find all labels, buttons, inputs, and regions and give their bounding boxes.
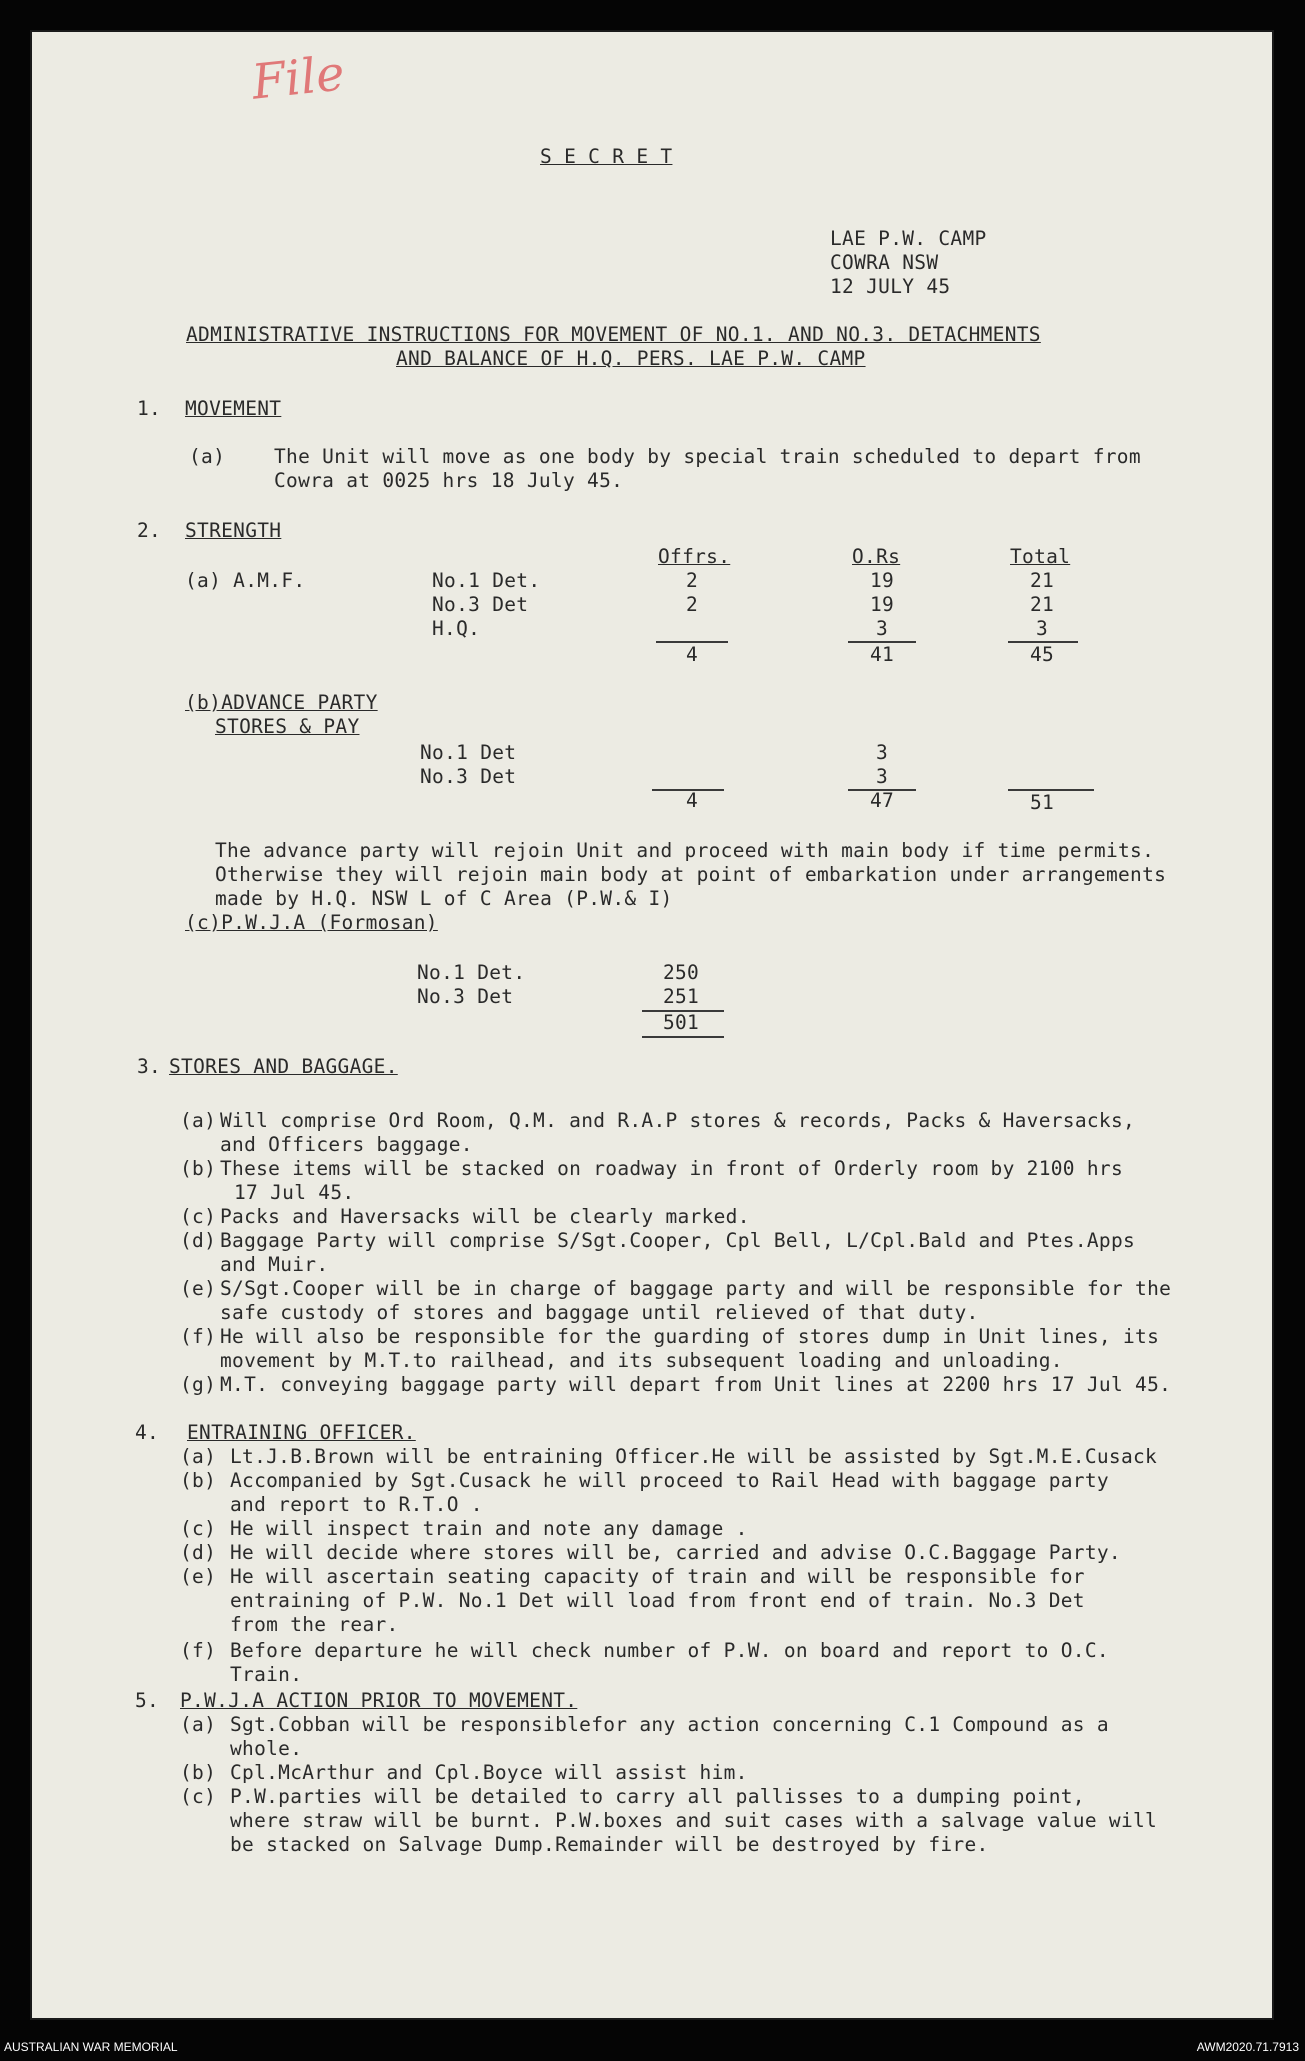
s3-item-text: He will also be responsible for the guarding of stores dump in Unit lines, its — [220, 1325, 1160, 1348]
advance-party-label: (b)ADVANCE PARTY — [185, 691, 378, 714]
amf-total-total: 45 — [1029, 643, 1055, 666]
s4-item-text: from the rear. — [230, 1613, 399, 1636]
footer-accession-number: AWM2020.71.7913 — [1196, 2040, 1299, 2054]
s3-item-label: (g) — [180, 1373, 217, 1396]
s3-item-label: (a) — [180, 1109, 217, 1132]
section-1-number: 1. — [137, 397, 162, 420]
amf-row-label: No.3 Det — [432, 593, 529, 616]
advance-row-label: No.1 Det — [420, 741, 517, 764]
s3-item-label: (c) — [180, 1205, 217, 1228]
s4-item-text: Before departure he will check number of P.W. on board and report to O.C. — [230, 1639, 1109, 1662]
section-4-heading: ENTRAINING OFFICER. — [187, 1421, 416, 1444]
s5-item-label: (a) — [180, 1713, 217, 1736]
pwja-row-value: 250 — [662, 961, 700, 984]
s3-item-text: and Muir. — [220, 1253, 329, 1276]
s5-item-text: Sgt.Cobban will be responsiblefor any action concerning C.1 Compound as a — [230, 1713, 1109, 1736]
letterhead-unit: LAE P.W. CAMP — [830, 227, 987, 250]
s3-item-text: safe custody of stores and baggage until relieved of that duty. — [220, 1301, 979, 1324]
total-rule — [642, 1036, 724, 1038]
advance-party-note-line1: The advance party will rejoin Unit and proceed with main body if time permits. — [215, 839, 1155, 862]
section-2-number: 2. — [137, 519, 162, 542]
amf-row-label: H.Q. — [432, 617, 481, 640]
handwritten-file-note: File — [249, 45, 348, 111]
amf-row-ors: 19 — [869, 593, 895, 616]
advance-party-note-line2: Otherwise they will rejoin main body at point of embarkation under arrangements — [215, 863, 1167, 886]
advance-total-total: 51 — [1029, 791, 1055, 814]
footer-institution: AUSTRALIAN WAR MEMORIAL — [4, 2040, 178, 2054]
s3-item-text: Baggage Party will comprise S/Sgt.Cooper, Cpl Bell, L/Cpl.Bald and Ptes.Apps — [220, 1229, 1136, 1252]
amf-row-total: 21 — [1029, 593, 1055, 616]
amf-total-offrs: 4 — [685, 643, 699, 666]
s3-item-label: (b) — [180, 1157, 217, 1180]
amf-row-label: No.1 Det. — [432, 569, 541, 592]
letterhead-location: COWRA NSW — [830, 251, 939, 274]
document-title-line1: ADMINISTRATIVE INSTRUCTIONS FOR MOVEMENT OF NO.1. AND NO.3. DETACHMENTS — [186, 323, 1041, 346]
section-1-a-line1: The Unit will move as one body by special train scheduled to depart from — [274, 445, 1141, 468]
s4-item-text: Lt.J.B.Brown will be entraining Officer.He will be assisted by Sgt.M.E.Cusack — [230, 1445, 1158, 1468]
s4-item-label: (e) — [180, 1565, 217, 1588]
s5-item-text: whole. — [230, 1737, 303, 1760]
s3-item-text: Packs and Haversacks will be clearly marked. — [220, 1205, 750, 1228]
advance-row-ors: 3 — [875, 741, 889, 764]
s5-item-text: Cpl.McArthur and Cpl.Boyce will assist him. — [230, 1761, 748, 1784]
column-header-total: Total — [1010, 545, 1071, 568]
s4-item-label: (c) — [180, 1517, 217, 1540]
s4-item-text: He will ascertain seating capacity of train and will be responsible for — [230, 1565, 1085, 1588]
amf-row-total: 3 — [1035, 617, 1049, 640]
document-title-line2: AND BALANCE OF H.Q. PERS. LAE P.W. CAMP — [396, 347, 866, 370]
s3-item-text: and Officers baggage. — [220, 1133, 473, 1156]
amf-row-offrs: 2 — [685, 593, 699, 616]
section-1-heading: MOVEMENT — [185, 397, 282, 420]
advance-row-label: No.3 Det — [420, 765, 517, 788]
s5-item-text: be stacked on Salvage Dump.Remainder will be destroyed by fire. — [230, 1833, 989, 1856]
section-5-number: 5. — [135, 1689, 160, 1712]
classification-heading: S E C R E T — [540, 145, 673, 168]
section-1-a-line2: Cowra at 0025 hrs 18 July 45. — [274, 469, 624, 492]
section-3-number: 3. — [137, 1055, 162, 1078]
s3-item-text: movement by M.T.to railhead, and its subsequent loading and unloading. — [220, 1349, 1063, 1372]
s3-item-label: (f) — [180, 1325, 217, 1348]
section-3-heading: STORES AND BAGGAGE. — [169, 1055, 398, 1078]
pwja-row-label: No.1 Det. — [417, 961, 526, 984]
advance-row-ors: 3 — [875, 765, 889, 788]
s3-item-text: M.T. conveying baggage party will depart from Unit lines at 2200 hrs 17 Jul 45. — [220, 1373, 1172, 1396]
column-header-offrs: Offrs. — [658, 545, 731, 568]
s5-item-text: P.W.parties will be detailed to carry all pallisses to a dumping point, — [230, 1785, 1085, 1808]
amf-label: (a) A.M.F. — [185, 569, 306, 592]
s4-item-text: He will inspect train and note any damage . — [230, 1517, 748, 1540]
s5-item-text: where straw will be burnt. P.W.boxes and suit cases with a salvage value will — [230, 1809, 1158, 1832]
pwja-row-value: 251 — [662, 985, 700, 1008]
s4-item-text: Train. — [230, 1663, 303, 1686]
s3-item-text: 17 Jul 45. — [234, 1181, 355, 1204]
s4-item-label: (a) — [180, 1445, 217, 1468]
s3-item-text: Will comprise Ord Room, Q.M. and R.A.P stores & records, Packs & Haversacks, — [220, 1109, 1136, 1132]
pwja-row-label: No.3 Det — [417, 985, 514, 1008]
amf-total-ors: 41 — [869, 643, 895, 666]
section-5-heading: P.W.J.A ACTION PRIOR TO MOVEMENT. — [180, 1689, 578, 1712]
document-page — [30, 30, 1274, 2020]
section-1-a-label: (a) — [189, 445, 226, 468]
advance-total-offrs: 4 — [685, 789, 699, 812]
s4-item-text: and report to R.T.O . — [230, 1493, 483, 1516]
stores-pay-label: STORES & PAY — [215, 715, 360, 738]
s5-item-label: (c) — [180, 1785, 217, 1808]
advance-total-ors: 47 — [869, 789, 895, 812]
s4-item-text: He will decide where stores will be, carried and advise O.C.Baggage Party. — [230, 1541, 1121, 1564]
s4-item-label: (f) — [180, 1639, 217, 1662]
pwja-formosan-label: (c)P.W.J.A (Formosan) — [185, 911, 438, 934]
s5-item-label: (b) — [180, 1761, 217, 1784]
advance-party-note-line3: made by H.Q. NSW L of C Area (P.W.& I) — [215, 887, 673, 910]
s4-item-label: (b) — [180, 1469, 217, 1492]
amf-row-ors: 19 — [869, 569, 895, 592]
section-4-number: 4. — [135, 1421, 160, 1444]
s3-item-label: (d) — [180, 1229, 217, 1252]
amf-row-total: 21 — [1029, 569, 1055, 592]
letterhead-date: 12 JULY 45 — [830, 275, 951, 298]
pwja-total: 501 — [662, 1011, 700, 1034]
s4-item-label: (d) — [180, 1541, 217, 1564]
amf-row-offrs: 2 — [685, 569, 699, 592]
s4-item-text: Accompanied by Sgt.Cusack he will proceed to Rail Head with baggage party — [230, 1469, 1109, 1492]
s3-item-text: These items will be stacked on roadway in front of Orderly room by 2100 hrs — [220, 1157, 1123, 1180]
s3-item-label: (e) — [180, 1277, 217, 1300]
s3-item-text: S/Sgt.Cooper will be in charge of baggage party and will be responsible for the — [220, 1277, 1172, 1300]
column-header-ors: O.Rs — [852, 545, 901, 568]
section-2-heading: STRENGTH — [185, 519, 282, 542]
s4-item-text: entraining of P.W. No.1 Det will load from front end of train. No.3 Det — [230, 1589, 1085, 1612]
amf-row-ors: 3 — [875, 617, 889, 640]
